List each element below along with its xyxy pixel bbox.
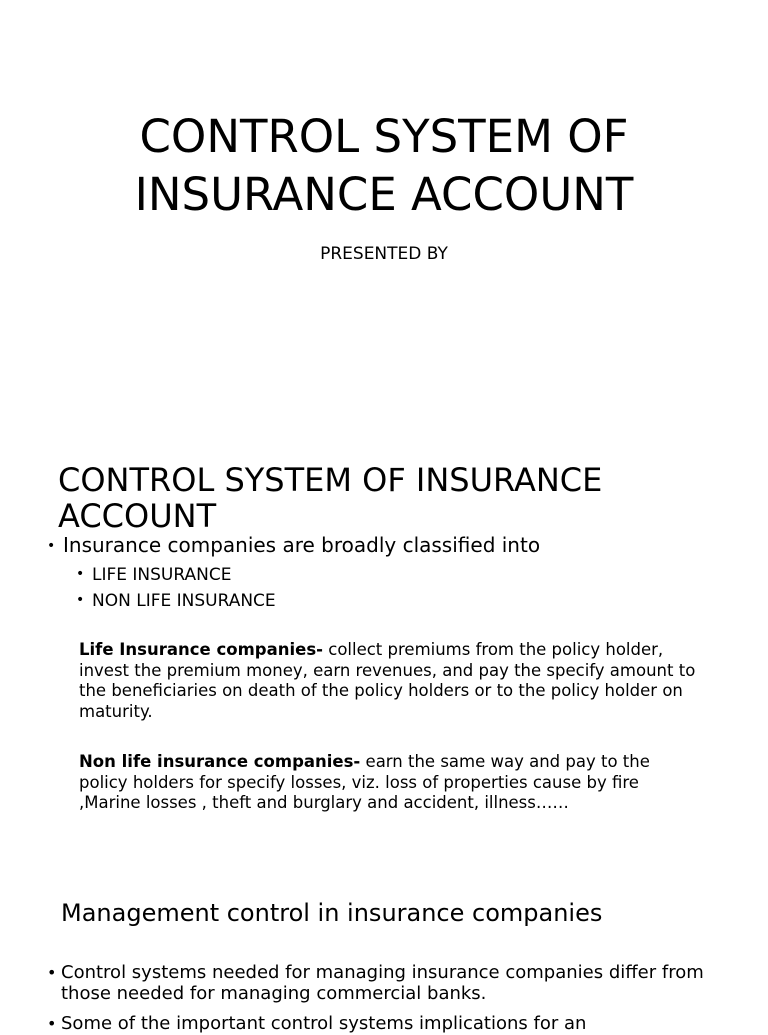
- presenter-line: PRESENTED BY: [320, 244, 448, 264]
- life-insurance-paragraph: [79, 640, 699, 723]
- nonlife-heading: Non life insurance companies-: [79, 752, 361, 771]
- bullet-icon: •: [76, 592, 85, 608]
- nonlife-insurance-paragraph: [79, 752, 699, 814]
- main-bullet: • Insurance companies are broadly classified into: [47, 533, 541, 557]
- classification-slide: [0, 420, 768, 860]
- bullet-icon: •: [47, 1014, 57, 1033]
- bullet-icon: •: [47, 963, 57, 982]
- life-heading: Life Insurance companies-: [79, 640, 323, 659]
- slide-title: CONTROL SYSTEM OF INSURANCE ACCOUNT: [58, 461, 603, 535]
- title-slide: [0, 0, 768, 420]
- presentation-title: CONTROL SYSTEM OF INSURANCE ACCOUNT: [134, 110, 634, 221]
- sub-bullet-life: • LIFE INSURANCE: [76, 565, 232, 585]
- bullet-item: • Control systems needed for managing insurance companies differ from those needed for managing commercial banks.: [47, 962, 704, 1004]
- nonlife-text: earn the same way and pay to the policy holders for specify losses, viz. loss of properties cause by fire ,Marine losses , theft and burglary and accident, illness……: [79, 752, 650, 813]
- bullet-icon: •: [76, 566, 85, 582]
- bullet-icon: •: [47, 538, 56, 554]
- bullet-item: • Some of the important control systems implications for an: [47, 1013, 587, 1034]
- slide-title: Management control in insurance companies: [61, 899, 603, 927]
- life-text: collect premiums from the policy holder, invest the premium money, earn revenues, and pay the specify amount to the beneficiaries on death of the policy holders or to the policy holder on maturity.: [79, 640, 696, 722]
- sub-bullet-nonlife: • NON LIFE INSURANCE: [76, 591, 276, 611]
- management-control-slide: [0, 860, 768, 1034]
